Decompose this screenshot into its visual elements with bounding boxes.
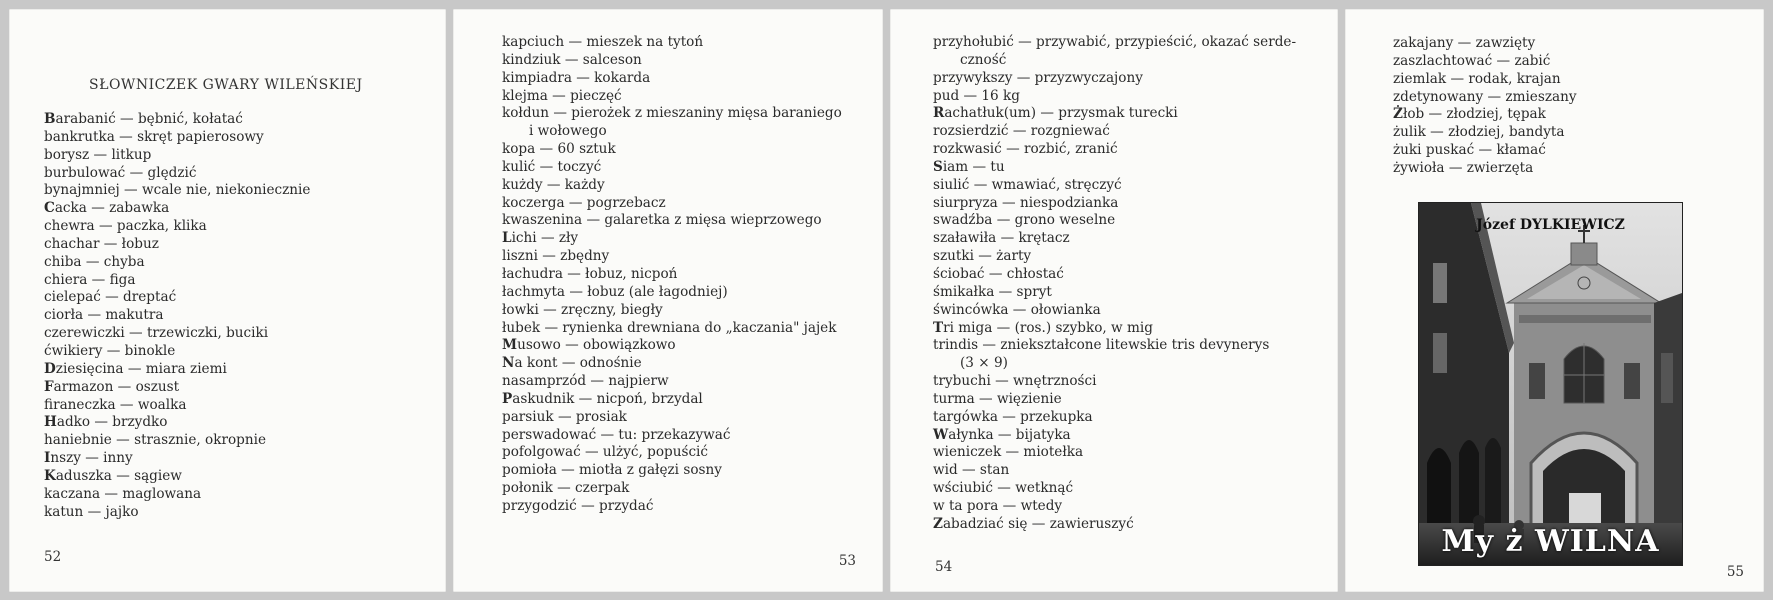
glossary-entry (1393, 53, 1577, 71)
cover-title: My ż WILNA (1441, 524, 1660, 559)
entry-text: burbulować — ględzić (44, 164, 197, 181)
entry-text: parsiuk — prosiak (502, 408, 627, 425)
glossary-entry (502, 230, 867, 248)
entry-text: kulić — toczyć (502, 158, 602, 175)
entry-text: iam — tu (942, 158, 1005, 175)
entry-text: ćwikiery — binokle (44, 342, 176, 359)
entry-text: połonik — czerpak (502, 480, 630, 497)
glossary-entry (933, 105, 1308, 123)
entry-text: ciorła — makutra (44, 307, 164, 324)
entry-text: zaszlachtować — zabić (1393, 52, 1551, 69)
glossary-entry (44, 272, 310, 290)
entry-text: trybuchi — wnętrzności (933, 373, 1097, 390)
entry-text: wściubić — wetknąć (933, 480, 1074, 497)
entry-text: kapciuch — mieszek na tytoń (502, 34, 704, 50)
glossary-entry (44, 200, 310, 218)
entry-text: kwaszenina — galaretka z mięsa wieprzowego (502, 212, 822, 229)
glossary-entry (1393, 142, 1577, 160)
glossary-entry (933, 337, 1308, 373)
entry-text: chachar — łobuz (44, 235, 159, 252)
page-number: 54 (935, 559, 953, 575)
glossary-entry (44, 147, 310, 165)
cover-author: Józef DYLKIEWICZ (1476, 217, 1625, 233)
glossary-entry (933, 409, 1308, 427)
entry-text: katun — jajko (44, 503, 139, 520)
glossary-entry (44, 486, 310, 504)
glossary-entry (502, 373, 867, 391)
entry-text: kindziuk — salceson (502, 51, 642, 68)
glossary-entry (933, 444, 1308, 462)
glossary-entry (502, 34, 867, 52)
page-55 (1345, 9, 1764, 592)
entry-text: arabanić — bębnić, kołatać (55, 111, 243, 127)
glossary-entry (502, 266, 867, 284)
entry-text: bankrutka — skręt papierosowy (44, 128, 264, 145)
glossary-entry (44, 450, 310, 468)
entry-text: żuki puskać — kłamać (1393, 142, 1546, 159)
glossary-entry (44, 361, 310, 379)
page-number: 52 (44, 549, 62, 565)
entry-initial: H (44, 414, 57, 431)
entry-continuation: i wołowego (529, 123, 607, 140)
glossary-list (44, 111, 310, 521)
entry-text: kimpiadra — kokarda (502, 69, 651, 86)
glossary-entry (1393, 71, 1577, 89)
entry-text: łachudra — łobuz, nicpoń (502, 265, 678, 282)
glossary-entry (502, 105, 867, 141)
entry-text: usowo — obowiązkowo (517, 337, 676, 354)
glossary-entry (502, 391, 867, 409)
glossary-entry (502, 159, 867, 177)
entry-text: ściobać — chłostać (933, 265, 1064, 282)
entry-text: kopa — 60 sztuk (502, 141, 616, 158)
glossary-entry (933, 212, 1308, 230)
glossary-entry (502, 70, 867, 88)
entry-text: wieniczek — miotełka (933, 444, 1084, 461)
entry-text: askudnik — nicpoń, brzydal (512, 390, 703, 407)
entry-text: turma — więzienie (933, 390, 1062, 407)
glossary-entry (933, 70, 1308, 88)
glossary-entry (502, 320, 867, 338)
entry-initial: L (502, 230, 512, 247)
glossary-entry (44, 325, 310, 343)
entry-text: chiera — figa (44, 271, 136, 288)
glossary-entry (502, 409, 867, 427)
entry-text: targówka — przekupka (933, 408, 1093, 425)
cover-photo (1419, 203, 1682, 565)
entry-text: rozkwasić — rozbić, zranić (933, 141, 1118, 158)
glossary-entry (933, 177, 1308, 195)
entry-text: przywykszy — przyzwyczajony (933, 69, 1143, 86)
entry-text: ziemlak — rodak, krajan (1393, 70, 1561, 87)
entry-initial: T (933, 319, 944, 336)
glossary-entry (44, 111, 310, 129)
entry-initial: P (502, 390, 513, 407)
entry-text: żulik — złodziej, bandyta (1393, 124, 1565, 141)
glossary-entry (44, 236, 310, 254)
entry-initial: R (933, 105, 945, 122)
glossary-entry (502, 212, 867, 230)
entry-text: borysz — litkup (44, 146, 152, 163)
glossary-entry (1393, 35, 1577, 53)
glossary-entry (44, 379, 310, 397)
glossary-entry (933, 284, 1308, 302)
page-title: SŁOWNICZEK GWARY WILEŃSKIEJ (89, 77, 363, 93)
glossary-entry (44, 432, 310, 450)
glossary-entry (933, 230, 1308, 248)
glossary-entry (933, 159, 1308, 177)
glossary-entry (933, 427, 1308, 445)
glossary-entry (502, 52, 867, 70)
entry-text: ichi — zły (511, 230, 579, 247)
glossary-entry (933, 462, 1308, 480)
entry-text: chewra — paczka, klika (44, 218, 207, 235)
glossary-list (1393, 35, 1577, 178)
entry-text: adko — brzydko (56, 414, 168, 431)
glossary-entry (44, 504, 310, 522)
entry-text: kużdy — każdy (502, 176, 605, 193)
entry-text: chiba — chyba (44, 253, 145, 270)
entry-text: pud — 16 kg (933, 87, 1020, 104)
entry-text: żywioła — zwierzęta (1393, 159, 1534, 176)
glossary-list (502, 34, 867, 516)
entry-text: łachmyta — łobuz (ale łagodniej) (502, 283, 728, 300)
entry-text: a kont — odnośnie (514, 355, 642, 372)
glossary-entry (502, 141, 867, 159)
entry-text: zakajany — zawzięty (1393, 35, 1536, 51)
entry-text: przyhołubić — przywabić, przypieścić, okazać serde- (933, 34, 1297, 50)
entry-text: śmikałka — spryt (933, 283, 1052, 300)
entry-text: swadźba — grono weselne (933, 212, 1116, 229)
entry-text: siurpryza — niespodzianka (933, 194, 1119, 211)
entry-text: firaneczka — woalka (44, 396, 187, 413)
entry-text: ałynka — bijatyka (948, 426, 1071, 443)
entry-initial: I (44, 450, 51, 467)
entry-text: armazon — oszust (53, 378, 180, 395)
entry-text: szutki — żarty (933, 248, 1032, 265)
entry-continuation: (3 × 9) (960, 355, 1008, 372)
glossary-entry (44, 218, 310, 236)
entry-initial: D (44, 360, 56, 377)
entry-text: nszy — inny (50, 450, 133, 467)
entry-initial: C (44, 200, 55, 217)
entry-initial: N (502, 355, 515, 372)
page-number: 53 (838, 553, 856, 569)
entry-text: rozsierdzić — rozgniewać (933, 123, 1110, 140)
glossary-entry (44, 414, 310, 432)
glossary-entry (1393, 124, 1577, 142)
glossary-entry (502, 302, 867, 320)
glossary-entry (933, 34, 1308, 70)
entry-initial: Z (933, 515, 943, 532)
glossary-entry (1393, 160, 1577, 178)
entry-continuation: czność (960, 51, 1007, 68)
glossary-entry (44, 397, 310, 415)
entry-text: trindis — zniekształcone litewskie tris devynerys (933, 337, 1270, 354)
glossary-entry (44, 343, 310, 361)
entry-text: pomioła — miotła z gałęzi sosny (502, 462, 722, 479)
entry-text: ziesięcina — miara ziemi (55, 360, 227, 377)
entry-text: nasamprzód — najpierw (502, 373, 669, 390)
entry-text: achatłuk(um) — przysmak turecki (944, 105, 1178, 122)
entry-text: łubek — rynienka drewniana do „kaczania" jajek (502, 319, 837, 336)
entry-initial: Ż (1393, 106, 1403, 123)
glossary-entry (1393, 106, 1577, 124)
entry-text: pofolgować — ulżyć, popuścić (502, 444, 709, 461)
entry-text: koczerga — pogrzebacz (502, 194, 666, 211)
entry-initial: B (44, 111, 56, 127)
glossary-entry (502, 177, 867, 195)
glossary-list (933, 34, 1308, 534)
entry-text: acka — zabawka (54, 200, 170, 217)
entry-text: czerewiczki — trzewiczki, buciki (44, 325, 269, 342)
entry-text: liszni — zbędny (502, 248, 610, 265)
entry-text: łob — złodziej, tępak (1402, 106, 1546, 123)
glossary-entry (502, 248, 867, 266)
page-number: 55 (1726, 564, 1744, 580)
glossary-entry (933, 498, 1308, 516)
glossary-entry (502, 195, 867, 213)
glossary-entry (933, 516, 1308, 534)
glossary-entry (44, 307, 310, 325)
page-53 (453, 9, 883, 592)
entry-text: perswadować — tu: przekazywać (502, 426, 731, 443)
glossary-entry (44, 254, 310, 272)
entry-text: cielepać — dreptać (44, 289, 177, 306)
entry-text: aduszka — sągiew (55, 467, 182, 484)
page-54 (890, 9, 1338, 592)
entry-text: kaczana — maglowana (44, 485, 202, 502)
entry-text: ri miga — (ros.) szybko, w mig (943, 319, 1153, 336)
entry-initial: K (44, 467, 56, 484)
glossary-entry (933, 391, 1308, 409)
entry-text: w ta pora — wtedy (933, 497, 1063, 514)
glossary-entry (933, 248, 1308, 266)
glossary-entry (502, 337, 867, 355)
entry-text: bynajmniej — wcale nie, niekoniecznie (44, 182, 311, 199)
entry-text: kołdun — pierożek z mieszaniny mięsa baraniego (502, 105, 842, 122)
glossary-entry (502, 355, 867, 373)
glossary-entry (933, 123, 1308, 141)
entry-text: przygodzić — przydać (502, 497, 654, 514)
glossary-entry (1393, 89, 1577, 107)
entry-text: siulić — wmawiać, stręczyć (933, 176, 1122, 193)
entry-text: łowki — zręczny, biegły (502, 301, 663, 318)
glossary-entry (933, 195, 1308, 213)
glossary-entry (933, 373, 1308, 391)
glossary-entry (502, 427, 867, 445)
glossary-entry (502, 480, 867, 498)
entry-text: haniebnie — strasznie, okropnie (44, 432, 267, 449)
entry-text: szaławiła — krętacz (933, 230, 1070, 247)
entry-text: klejma — pieczęć (502, 87, 622, 104)
entry-text: abadziać się — zawieruszyć (942, 515, 1134, 532)
entry-text: zdetynowany — zmieszany (1393, 88, 1577, 105)
glossary-entry (933, 480, 1308, 498)
glossary-entry (502, 462, 867, 480)
glossary-entry (44, 289, 310, 307)
entry-initial: W (933, 426, 949, 443)
glossary-entry (933, 302, 1308, 320)
glossary-entry (502, 498, 867, 516)
book-cover-image (1418, 202, 1683, 566)
glossary-entry (933, 320, 1308, 338)
glossary-entry (502, 88, 867, 106)
page-52 (9, 9, 446, 592)
glossary-entry (933, 88, 1308, 106)
glossary-entry (44, 182, 310, 200)
glossary-entry (502, 444, 867, 462)
entry-initial: S (933, 158, 943, 175)
glossary-entry (502, 284, 867, 302)
glossary-entry (933, 141, 1308, 159)
entry-initial: F (44, 378, 54, 395)
entry-initial: M (502, 337, 518, 354)
glossary-entry (44, 129, 310, 147)
glossary-entry (44, 468, 310, 486)
glossary-entry (933, 266, 1308, 284)
entry-text: świncówka — ołowianka (933, 301, 1101, 318)
glossary-entry (44, 165, 310, 183)
entry-text: wid — stan (933, 462, 1010, 479)
